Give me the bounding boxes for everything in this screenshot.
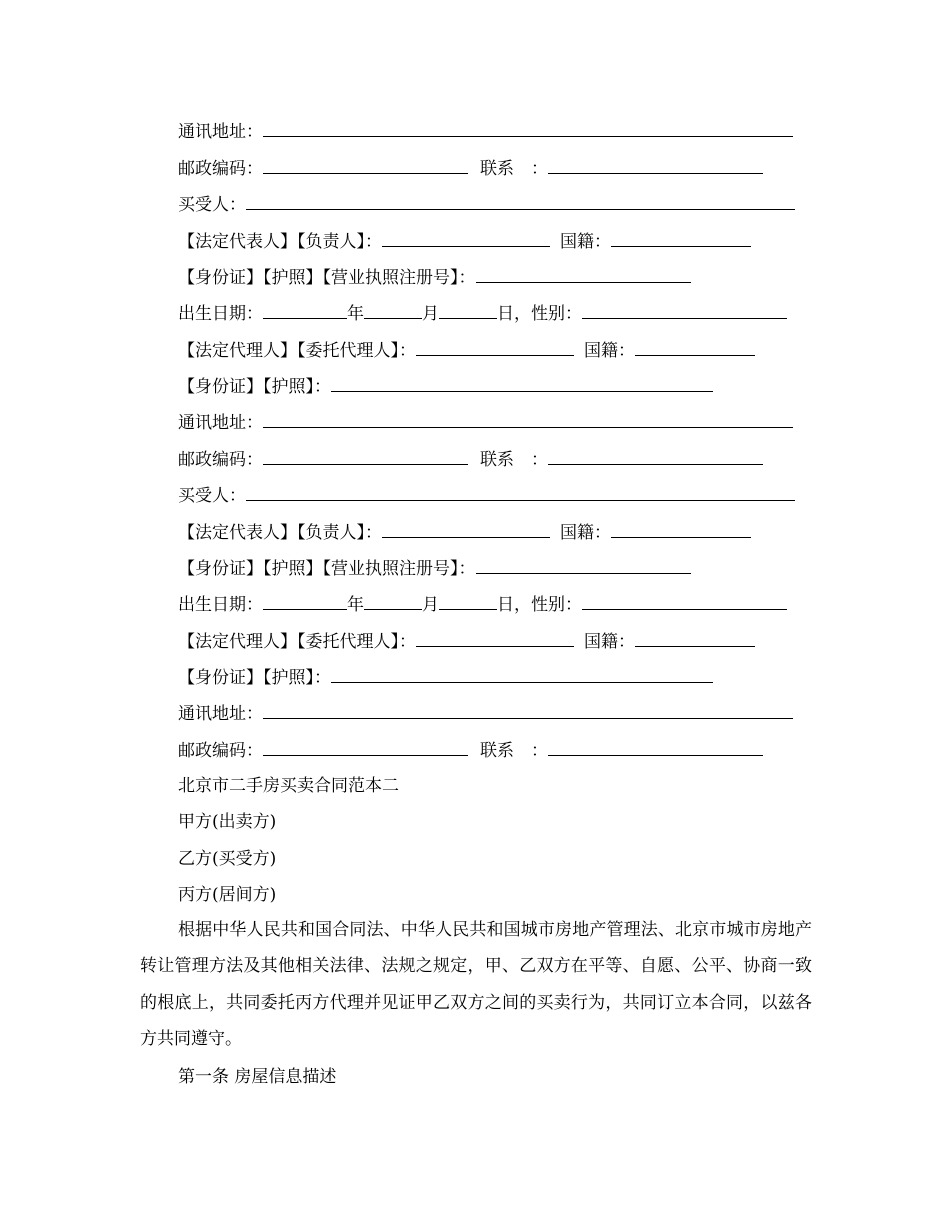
id-passport-line	[178, 375, 713, 398]
address-blank[interactable]	[263, 702, 793, 719]
id-license-blank[interactable]	[476, 266, 691, 283]
party-b: 乙方(买受方)	[178, 849, 277, 869]
agent-nationality-blank[interactable]	[635, 630, 755, 647]
id-passport-blank[interactable]	[331, 375, 713, 392]
article-1-heading: 第一条 房屋信息描述	[178, 1067, 337, 1087]
party-a: 甲方(出卖方)	[178, 812, 277, 832]
id-passport-label: 【身份证】【护照】：	[178, 377, 331, 397]
postal-contact-line	[178, 448, 763, 471]
gender-blank[interactable]	[582, 593, 787, 610]
agent-blank[interactable]	[416, 339, 574, 356]
birth-day-blank[interactable]	[439, 302, 497, 319]
id-passport-label: 【身份证】【护照】：	[178, 668, 331, 688]
contact-blank[interactable]	[548, 448, 763, 465]
id-license-line	[178, 557, 691, 580]
agent-nationality-label: 国籍：	[584, 341, 635, 361]
address-line	[178, 120, 793, 143]
birth-year-blank[interactable]	[263, 302, 347, 319]
month-label: 月	[422, 304, 439, 324]
year-label: 年	[347, 304, 364, 324]
postal-blank[interactable]	[263, 739, 468, 756]
agent-line	[178, 339, 755, 362]
address-label: 通讯地址：	[178, 413, 263, 433]
day-gender-label: 日，性别：	[497, 304, 582, 324]
birth-gender-line	[178, 593, 787, 616]
birth-gender-line	[178, 302, 787, 325]
id-license-blank[interactable]	[476, 557, 691, 574]
nationality-label: 国籍：	[560, 523, 611, 543]
buyer-line	[178, 193, 795, 216]
nationality-label: 国籍：	[560, 232, 611, 252]
agent-nationality-blank[interactable]	[635, 339, 755, 356]
legal-rep-blank[interactable]	[382, 230, 550, 247]
nationality-blank[interactable]	[611, 230, 751, 247]
contact-label: 联系 ：	[480, 741, 548, 761]
agent-blank[interactable]	[416, 630, 574, 647]
postal-label: 邮政编码：	[178, 450, 263, 470]
address-blank[interactable]	[263, 411, 793, 428]
birth-label: 出生日期：	[178, 595, 263, 615]
buyer-label: 买受人：	[178, 486, 246, 506]
buyer-label: 买受人：	[178, 195, 246, 215]
buyer-blank[interactable]	[246, 484, 795, 501]
address-label: 通讯地址：	[178, 704, 263, 724]
legal-rep-blank[interactable]	[382, 521, 550, 538]
contact-label: 联系 ：	[480, 159, 548, 179]
id-passport-blank[interactable]	[331, 666, 713, 683]
address-blank[interactable]	[263, 120, 793, 137]
contact-blank[interactable]	[548, 157, 763, 174]
postal-blank[interactable]	[263, 157, 468, 174]
gender-blank[interactable]	[582, 302, 787, 319]
agent-label: 【法定代理人】【委托代理人】：	[178, 632, 416, 652]
buyer-blank[interactable]	[246, 193, 795, 210]
id-license-label: 【身份证】【护照】【营业执照注册号】：	[178, 559, 476, 579]
id-license-line	[178, 266, 691, 289]
legal-rep-line	[178, 521, 751, 544]
address-label: 通讯地址：	[178, 122, 263, 142]
birth-year-blank[interactable]	[263, 593, 347, 610]
agent-label: 【法定代理人】【委托代理人】：	[178, 341, 416, 361]
birth-label: 出生日期：	[178, 304, 263, 324]
postal-label: 邮政编码：	[178, 159, 263, 179]
id-license-label: 【身份证】【护照】【营业执照注册号】：	[178, 268, 476, 288]
agent-line	[178, 630, 755, 653]
address-line	[178, 702, 793, 725]
party-c: 丙方(居间方)	[178, 885, 277, 905]
birth-month-blank[interactable]	[364, 593, 422, 610]
nationality-blank[interactable]	[611, 521, 751, 538]
contact-blank[interactable]	[548, 739, 763, 756]
preamble-paragraph: 根据中华人民共和国合同法、中华人民共和国城市房地产管理法、北京市城市房地产转让管理方法及其他相关法律、法规之规定，甲、乙双方在平等、自愿、公平、协商一致的根底上，共同委托丙方代理并见证甲乙双方之间的买卖行为，共同订立本合同，以兹各方共同遵守。	[140, 920, 812, 1050]
month-label: 月	[422, 595, 439, 615]
legal-rep-line	[178, 230, 751, 253]
birth-day-blank[interactable]	[439, 593, 497, 610]
postal-contact-line	[178, 157, 763, 180]
postal-contact-line	[178, 739, 763, 762]
day-gender-label: 日，性别：	[497, 595, 582, 615]
postal-label: 邮政编码：	[178, 741, 263, 761]
contract-title: 北京市二手房买卖合同范本二	[178, 776, 399, 796]
address-line	[178, 411, 793, 434]
birth-month-blank[interactable]	[364, 302, 422, 319]
legal-rep-label: 【法定代表人】【负责人】：	[178, 523, 382, 543]
buyer-line	[178, 484, 795, 507]
postal-blank[interactable]	[263, 448, 468, 465]
agent-nationality-label: 国籍：	[584, 632, 635, 652]
year-label: 年	[347, 595, 364, 615]
contact-label: 联系 ：	[480, 450, 548, 470]
legal-rep-label: 【法定代表人】【负责人】：	[178, 232, 382, 252]
id-passport-line	[178, 666, 713, 689]
